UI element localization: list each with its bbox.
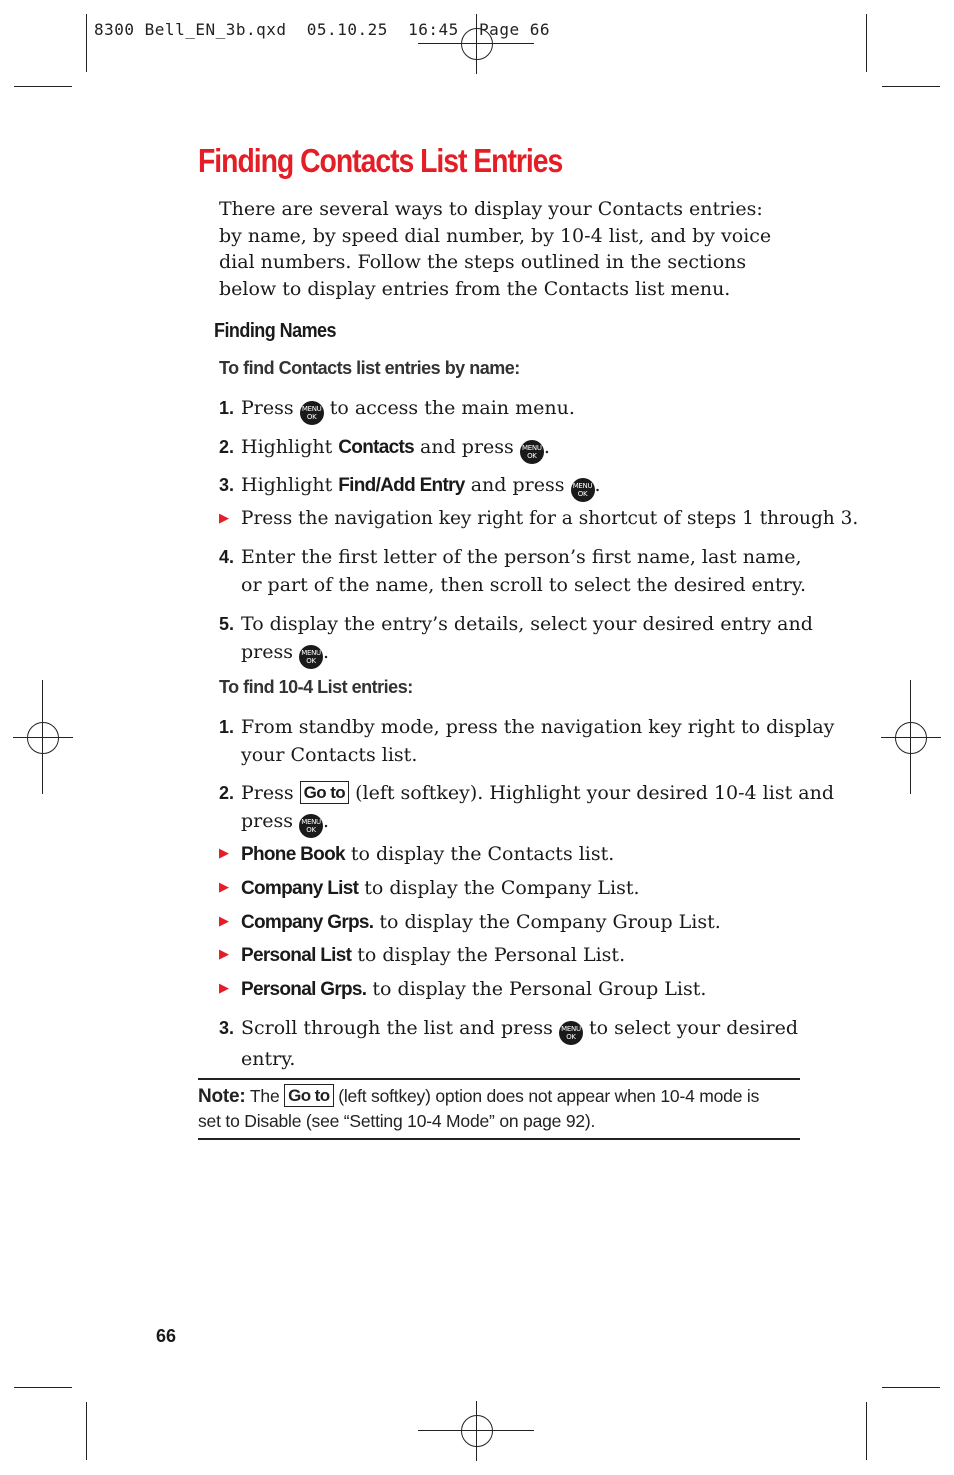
menu-ok-key-icon: MENU OK	[300, 401, 324, 425]
crosshair-icon	[461, 1415, 493, 1447]
intro-paragraph: There are several ways to display your Contacts entries: by name, by speed dial number, by 10-4 list, and by voice dial numbers. Follow the steps outlined in the sections below to display entries from the Contacts list menu.	[219, 198, 772, 300]
crosshair-icon	[27, 722, 59, 754]
step-number: 2.	[219, 783, 235, 803]
triangle-right-icon: ▶	[219, 511, 229, 526]
note-label: Note:	[198, 1086, 246, 1107]
menu-ok-key-icon: MENU OK	[571, 478, 595, 502]
menu-ok-key-icon: MENU OK	[299, 645, 323, 669]
crop-mark	[882, 86, 940, 87]
crop-mark	[86, 1402, 87, 1460]
note-box: Note: The Go to (left softkey) option does not appear when 10-4 mode is set to Disable (see “Setting 10-4 Mode” on page 92).	[198, 1078, 800, 1140]
menu-term: Find/Add Entry	[338, 475, 465, 496]
subheading-by-name: To find Contacts list entries by name:	[219, 358, 520, 378]
step-number: 5.	[219, 614, 235, 634]
step-number: 1.	[219, 398, 235, 418]
subheading-ten-four: To find 10-4 List entries:	[219, 677, 413, 697]
crop-mark	[882, 1387, 940, 1388]
crosshair-icon	[895, 722, 927, 754]
page-title: Finding Contacts List Entries	[198, 142, 563, 179]
section-heading: Finding Names	[214, 320, 337, 342]
page-number: 66	[156, 1326, 177, 1346]
step-number: 3.	[219, 1018, 235, 1038]
menu-ok-key-icon: MENU OK	[559, 1021, 583, 1045]
triangle-right-icon: ▶	[219, 880, 229, 895]
triangle-right-icon: ▶	[219, 947, 229, 962]
crop-mark	[86, 14, 87, 72]
softkey-label: Go to	[284, 1084, 333, 1107]
crop-mark	[14, 86, 72, 87]
softkey-label: Go to	[300, 781, 349, 804]
step-number: 2.	[219, 437, 235, 457]
crop-mark	[866, 14, 867, 72]
step-number: 3.	[219, 475, 235, 495]
menu-term: Contacts	[338, 437, 414, 458]
file-slug: 8300 Bell_EN_3b.qxd 05.10.25 16:45 Page 66	[94, 20, 550, 39]
triangle-right-icon: ▶	[219, 846, 229, 861]
crop-mark	[866, 1402, 867, 1460]
crop-mark	[14, 1387, 72, 1388]
menu-ok-key-icon: MENU OK	[299, 814, 323, 838]
step-number: 4.	[219, 547, 235, 567]
triangle-right-icon: ▶	[219, 914, 229, 929]
step-number: 1.	[219, 717, 235, 737]
menu-ok-key-icon: MENU OK	[520, 440, 544, 464]
triangle-right-icon: ▶	[219, 981, 229, 996]
